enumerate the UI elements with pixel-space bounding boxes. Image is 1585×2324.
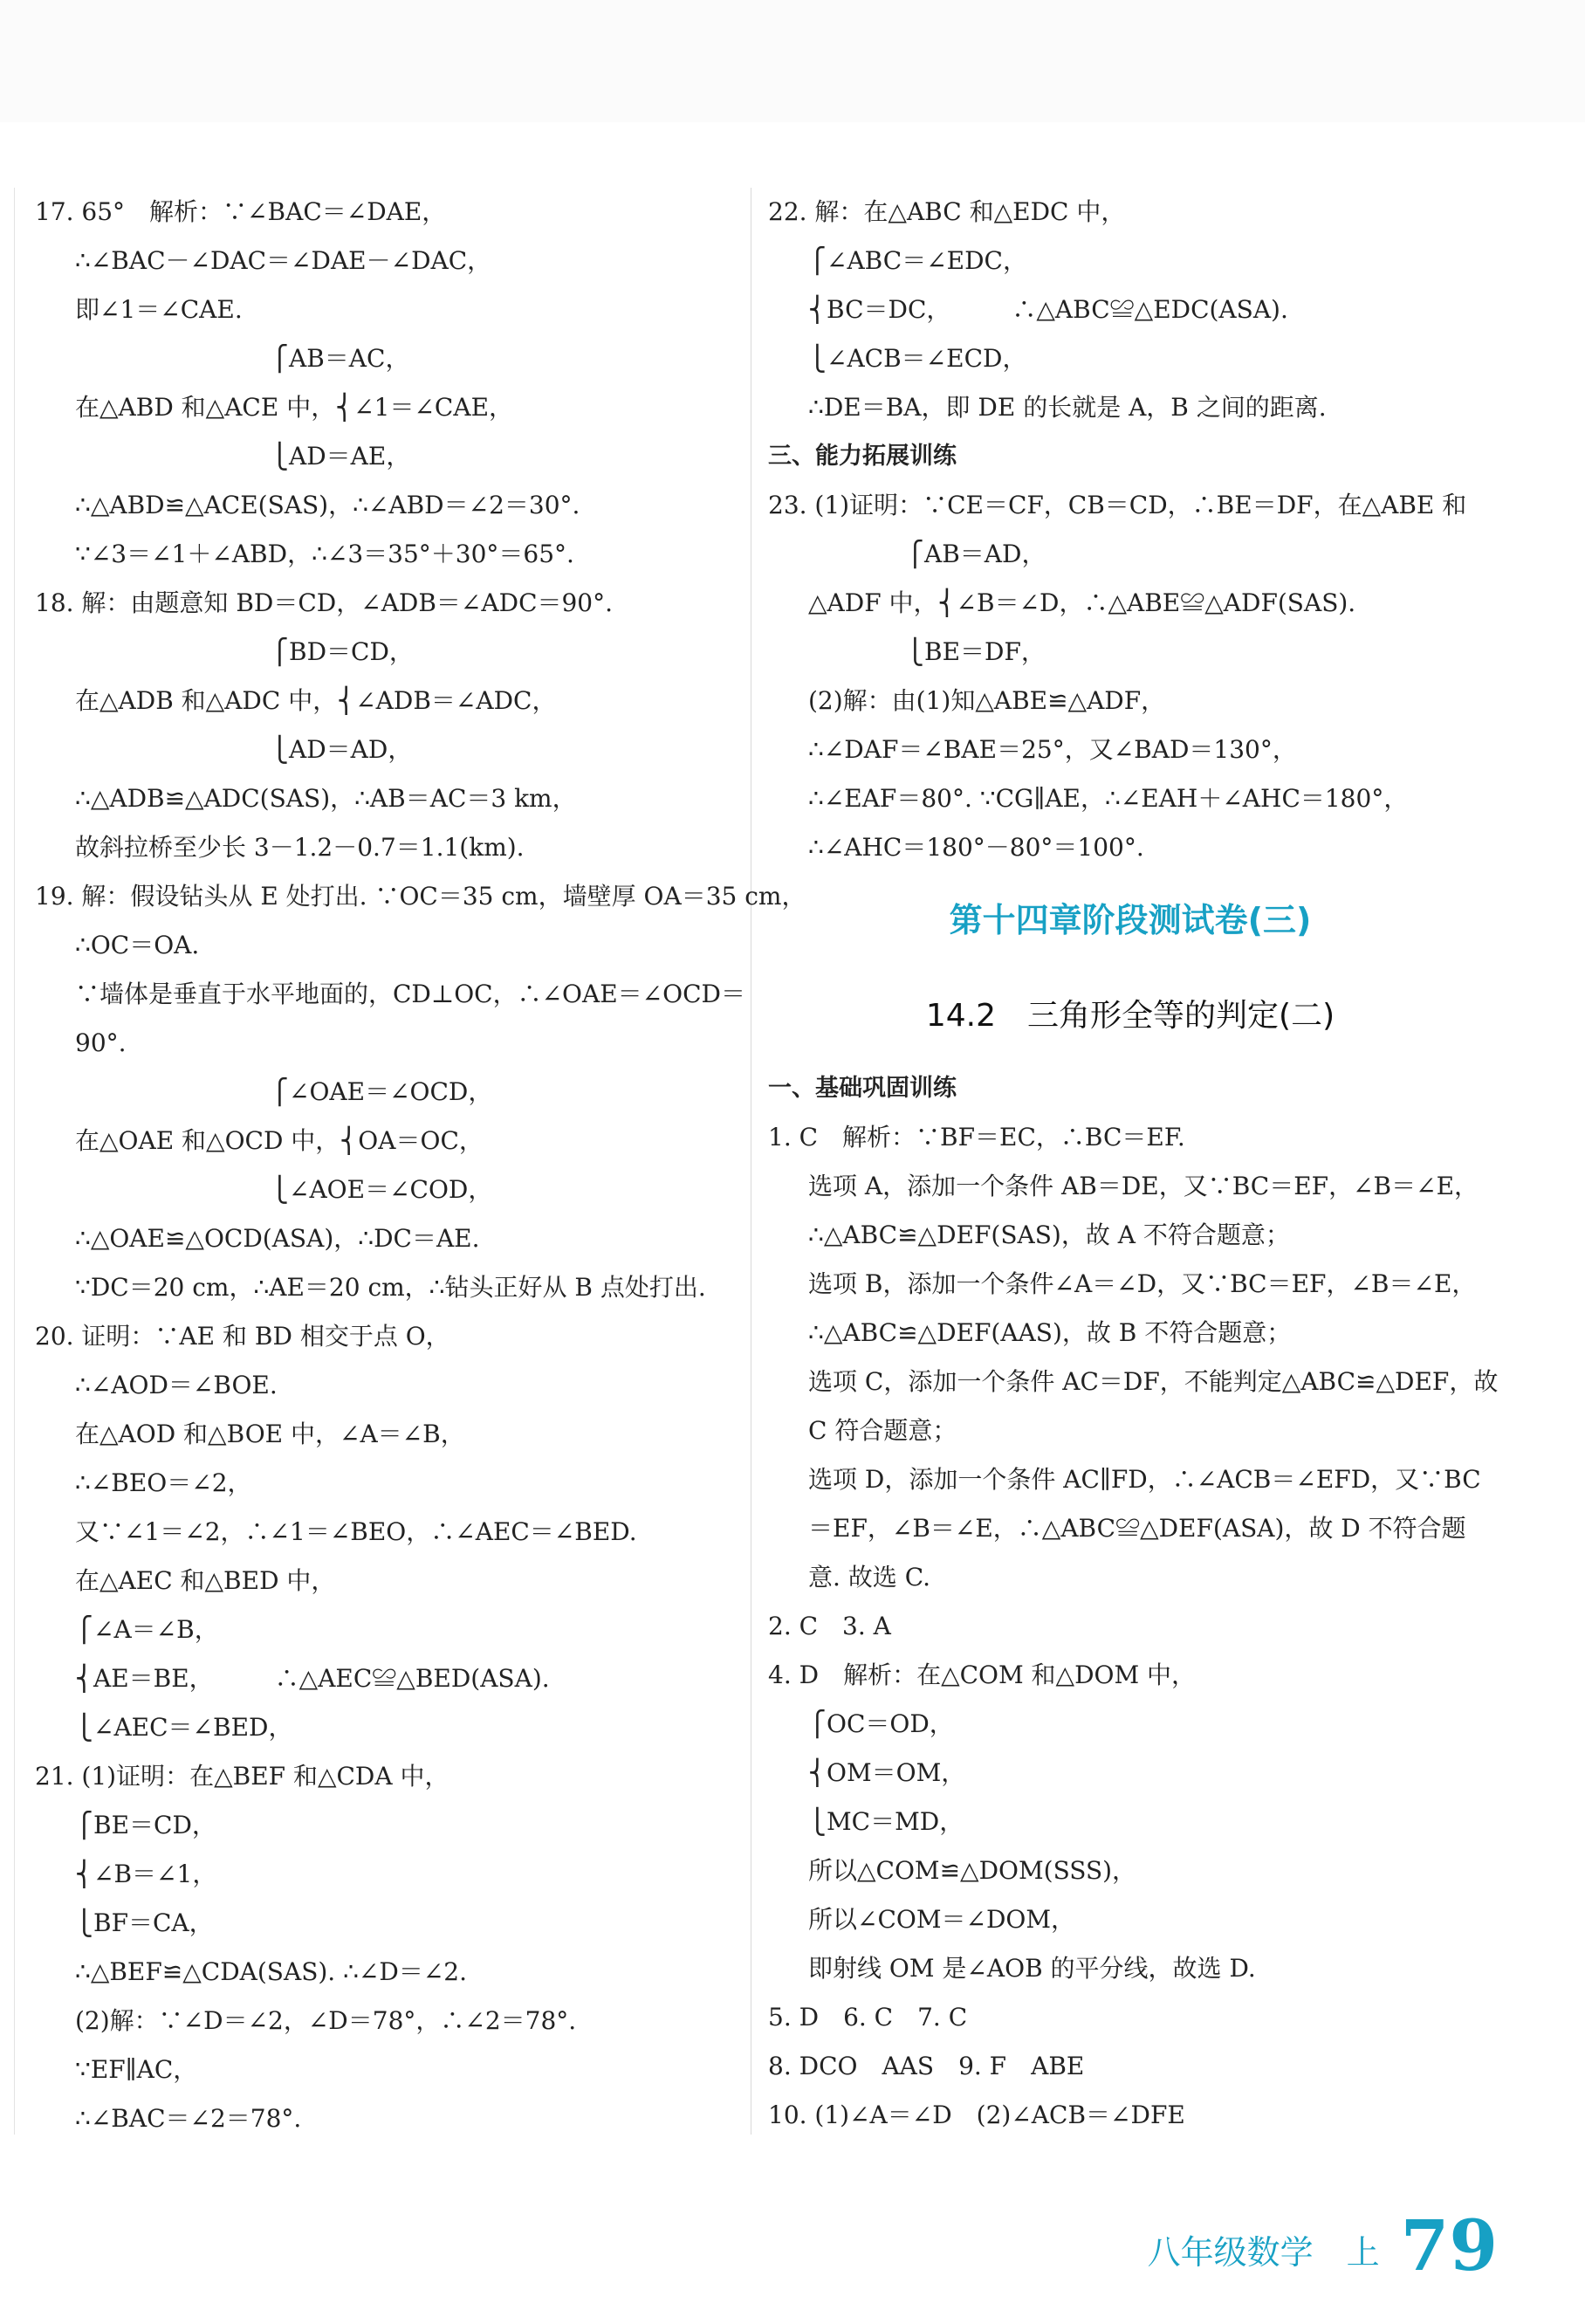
text-line: ⎧BD＝CD， — [75, 637, 414, 666]
text-line: 19. 解：假设钻头从 E 处打出. ∵OC＝35 cm，墙壁厚 OA＝35 cm， — [35, 882, 806, 911]
text-line: 1. C 解析：∵BF＝EC，∴BC＝EF. — [768, 1123, 1185, 1152]
text-line: 所以∠COM＝∠DOM， — [808, 1905, 1076, 1934]
text-line: ⎨BC＝DC， ∴△ABC≌△EDC(ASA). — [808, 295, 1288, 324]
text-line: ⎨AE＝BE， ∴△AEC≌△BED(ASA). — [75, 1664, 550, 1693]
text-line: 意. 故选 C. — [808, 1563, 931, 1592]
text-line: ⎧BE＝CD， — [75, 1811, 216, 1839]
left-margin-rule — [14, 188, 15, 2135]
page-number: 79 — [1400, 2204, 1498, 2286]
text-line: 8. DCO AAS 9. F ABE — [768, 2052, 1085, 2080]
left-column — [35, 188, 806, 2143]
text-line: 即∠1＝∠CAE. — [75, 295, 243, 324]
text-line: 选项 A，添加一个条件 AB＝DE，又∵BC＝EF，∠B＝∠E， — [808, 1172, 1479, 1200]
page-top-margin — [0, 0, 1585, 122]
text-line: ∵墙体是垂直于水平地面的，CD⊥OC，∴∠OAE＝∠OCD＝ — [75, 980, 745, 1008]
text-line: ⎩AD＝AD， — [75, 735, 413, 764]
section-heading: 一、基础巩固训练 — [768, 1075, 957, 1102]
text-line: ⎧∠A＝∠B， — [75, 1615, 219, 1644]
text-line: ⎩∠AEC＝∠BED， — [75, 1713, 293, 1742]
text-line: ∴∠AOD＝∠BOE. — [75, 1371, 278, 1399]
section-heading: 三、能力拓展训练 — [768, 443, 957, 470]
text-line: ⎩AD＝AE， — [75, 442, 411, 471]
text-line: ∴△ADB≌△ADC(SAS)，∴AB＝AC＝3 km， — [75, 784, 577, 813]
page-footer — [1147, 2204, 1498, 2286]
right-column — [768, 188, 1499, 2140]
text-line: 10. (1)∠A＝∠D (2)∠ACB＝∠DFE — [768, 2101, 1185, 2129]
text-line: ∴OC＝OA. — [75, 931, 200, 959]
text-line: 20. 证明：∵AE 和 BD 相交于点 O， — [35, 1322, 450, 1351]
text-line: ∵∠3＝∠1＋∠ABD，∴∠3＝35°＋30°＝65°. — [75, 540, 574, 568]
text-line: ⎧AB＝AC， — [75, 344, 410, 373]
text-line: ∴∠BEO＝∠2， — [75, 1468, 252, 1497]
text-line: 选项 B，添加一个条件∠A＝∠D，又∵BC＝EF，∠B＝∠E， — [808, 1269, 1477, 1298]
text-line: 所以△COM≌△DOM(SSS)， — [808, 1856, 1137, 1885]
text-line: ⎩MC＝MD， — [808, 1807, 964, 1836]
text-line: ∴△ABC≌△DEF(AAS)，故 B 不符合题意； — [808, 1318, 1292, 1347]
section-title: 14.2 三角形全等的判定(二) — [925, 998, 1335, 1034]
text-line: 2. C 3. A — [768, 1612, 891, 1640]
text-line: ⎨OM＝OM， — [808, 1758, 966, 1787]
text-line: ⎧∠ABC＝∠EDC， — [808, 246, 1027, 275]
text-line: (2)解：由(1)知△ABE≌△ADF， — [808, 686, 1166, 715]
text-line: 18. 解：由题意知 BD＝CD，∠ADB＝∠ADC＝90°. — [35, 588, 614, 617]
text-line: ∴△BEF≌△CDA(SAS). ∴∠D＝∠2. — [75, 1957, 468, 1986]
text-line: ∴∠BAC－∠DAC＝∠DAE－∠DAC， — [75, 246, 492, 275]
text-line: ⎧OC＝OD， — [808, 1709, 954, 1738]
text-line: ⎩BF＝CA， — [75, 1908, 214, 1937]
text-line: 22. 解：在△ABC 和△EDC 中， — [768, 197, 1126, 226]
text-line: 23. (1)证明：∵CE＝CF，CB＝CD，∴BE＝DF，在△ABE 和 — [768, 491, 1467, 519]
text-line: 17. 65° 解析：∵∠BAC＝∠DAE， — [35, 197, 447, 226]
text-line: 21. (1)证明：在△BEF 和△CDA 中， — [35, 1762, 449, 1791]
text-line: ⎩BE＝DF， — [808, 637, 1046, 666]
text-line: ⎨∠B＝∠1， — [75, 1860, 217, 1888]
text-line: 又∵∠1＝∠2，∴∠1＝∠BEO，∴∠AEC＝∠BED. — [75, 1517, 637, 1546]
text-line: ∴∠DAF＝∠BAE＝25°，又∠BAD＝130°， — [808, 735, 1297, 764]
text-line: 在△ADB 和△ADC 中，⎨∠ADB＝∠ADC， — [75, 686, 557, 715]
text-line: ∴△ABD≌△ACE(SAS)，∴∠ABD＝∠2＝30°. — [75, 491, 580, 519]
book-label: 八年级数学 上 — [1147, 2233, 1380, 2272]
text-line: C 符合题意； — [808, 1416, 957, 1445]
text-line: ＝EF，∠B＝∠E，∴△ABC≌△DEF(ASA)，故 D 不符合题 — [808, 1514, 1466, 1543]
text-line: 在△OAE 和△OCD 中，⎨OA＝OC， — [75, 1126, 484, 1155]
text-line: ∵DC＝20 cm，∴AE＝20 cm，∴钻头正好从 B 点处打出. — [75, 1273, 706, 1302]
text-line: 90°. — [75, 1028, 127, 1057]
text-line: 故斜拉桥至少长 3－1.2－0.7＝1.1(km). — [75, 833, 525, 862]
text-line: ⎩∠AOE＝∠COD， — [75, 1175, 493, 1204]
text-line: ∴∠AHC＝180°－80°＝100°. — [808, 833, 1144, 862]
text-line: 4. D 解析：在△COM 和△DOM 中， — [768, 1660, 1197, 1689]
text-line: ∴DE＝BA，即 DE 的长就是 A，B 之间的距离. — [808, 393, 1327, 422]
text-line: (2)解：∵∠D＝∠2，∠D＝78°，∴∠2＝78°. — [75, 2006, 577, 2035]
text-line: ∴∠EAF＝80°. ∵CG∥AE，∴∠EAH＋∠AHC＝180°， — [808, 784, 1409, 813]
text-line: 在△AOD 和△BOE 中，∠A＝∠B， — [75, 1420, 465, 1448]
text-line: ∴△OAE≌△OCD(ASA)，∴DC＝AE. — [75, 1224, 480, 1253]
text-line: △ADF 中，⎨∠B＝∠D，∴△ABE≌△ADF(SAS). — [808, 588, 1356, 617]
text-line: 在△ABD 和△ACE 中，⎨∠1＝∠CAE， — [75, 393, 514, 422]
text-line: ∵EF∥AC， — [75, 2055, 198, 2084]
text-line: ⎧∠OAE＝∠OCD， — [75, 1077, 493, 1106]
text-line: ∴∠BAC＝∠2＝78°. — [75, 2104, 302, 2133]
text-line: 即射线 OM 是∠AOB 的平分线，故选 D. — [808, 1954, 1256, 1983]
text-line: 选项 C，添加一个条件 AC＝DF，不能判定△ABC≌△DEF，故 — [808, 1367, 1499, 1396]
text-line: 在△AEC 和△BED 中， — [75, 1566, 336, 1595]
text-line: ∴△ABC≌△DEF(SAS)，故 A 不符合题意； — [808, 1220, 1290, 1249]
text-line: 选项 D，添加一个条件 AC∥FD，∴∠ACB＝∠EFD，又∵BC — [808, 1465, 1481, 1494]
text-line: 5. D 6. C 7. C — [768, 2003, 968, 2032]
chapter-title: 第十四章阶段测试卷(三) — [949, 901, 1312, 939]
text-line: ⎧AB＝AD， — [808, 540, 1046, 568]
text-line: ⎩∠ACB＝∠ECD， — [808, 344, 1027, 373]
